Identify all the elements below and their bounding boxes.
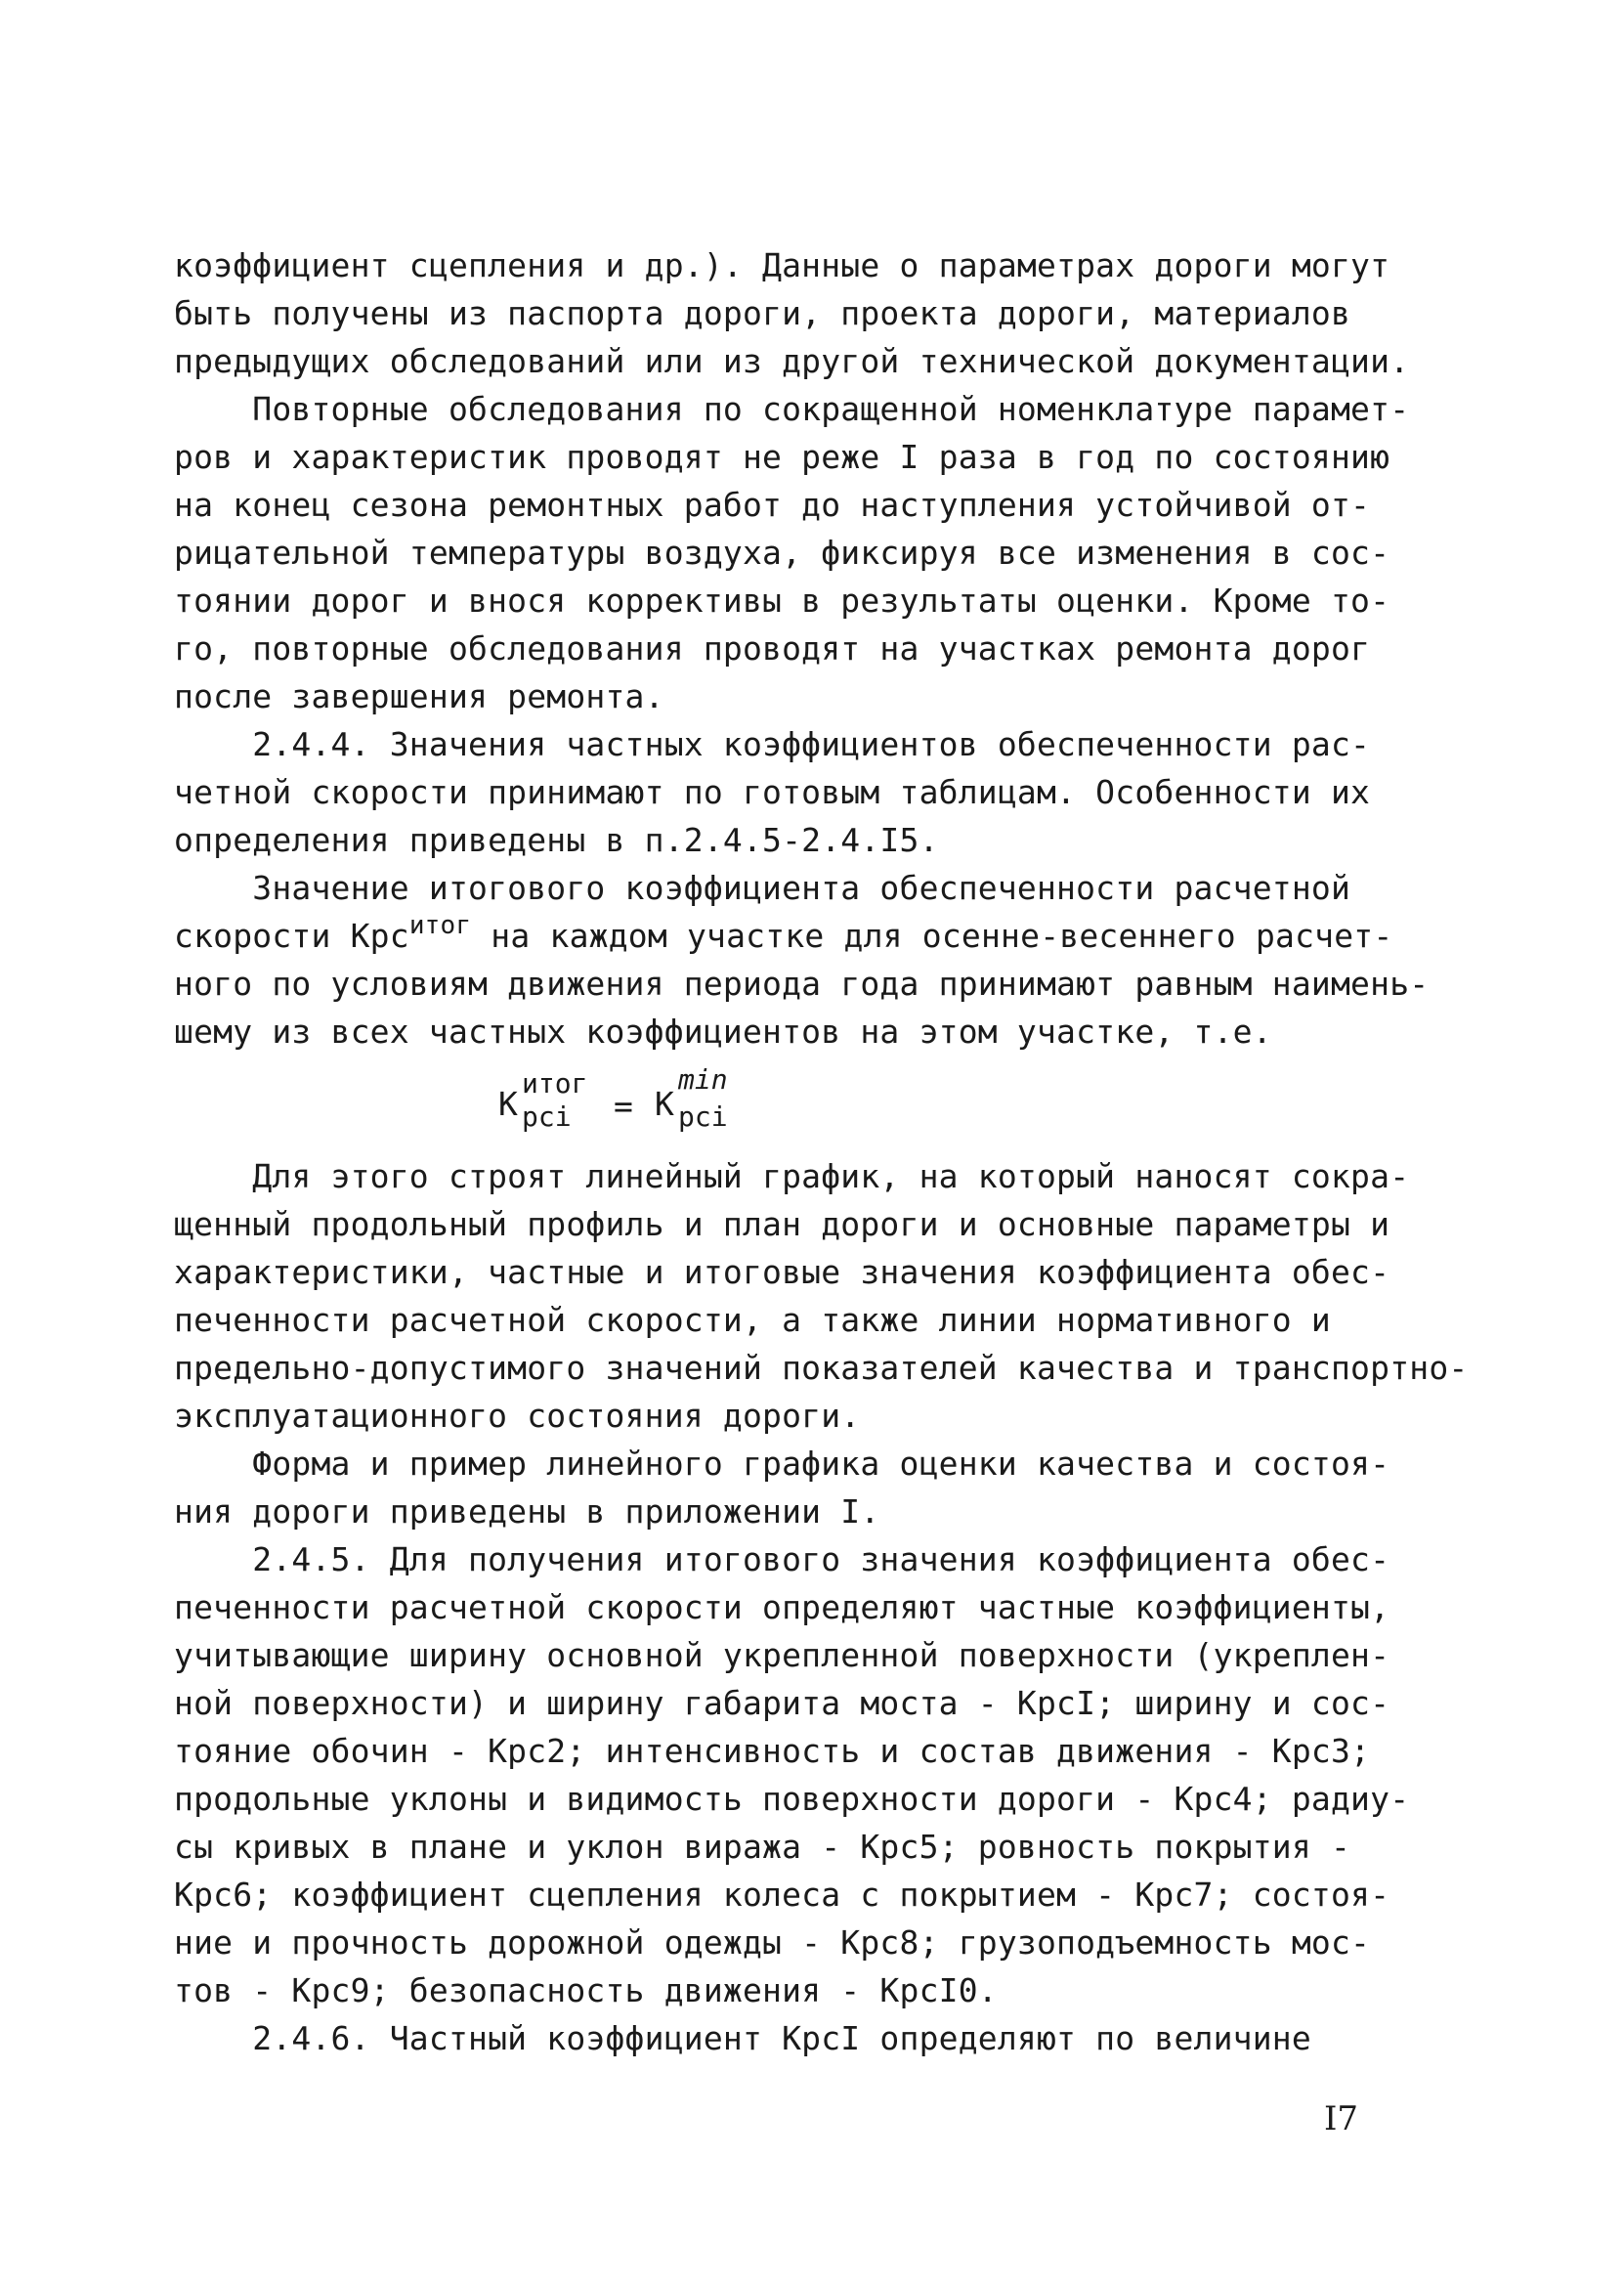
text-line: учитывающие ширину основной укрепленной поверхности (укреплен- <box>174 1636 1390 1674</box>
formula-right-sub: рсi <box>678 1100 728 1133</box>
text-line: ного по условиям движения периода года принимают равным наимень- <box>174 965 1430 1003</box>
text-line: на конец сезона ремонтных работ до наступления устойчивой от- <box>174 486 1371 524</box>
text-line: Для этого строят линейный график, на который наносят сокра- <box>174 1157 1410 1195</box>
text-line: ния дороги приведены в приложении I. <box>174 1492 880 1531</box>
text-line: Крс6; коэффициент сцепления колеса с покрытием - Крс7; состоя- <box>174 1876 1390 1914</box>
formula-min-coefficient <box>498 1063 791 1145</box>
text-line: Повторные обследования по сокращенной номенклатуре парамет- <box>174 390 1410 428</box>
text-line: щенный продольный профиль и план дороги и основные параметры и <box>174 1205 1390 1243</box>
text-line: ной поверхности) и ширину габарита моста - КрсI; ширину и сос- <box>174 1684 1390 1722</box>
kp-rest: на каждом участке для осенне-весеннего расчет- <box>471 917 1393 955</box>
text-line: эксплуатационного состояния дороги. <box>174 1397 861 1435</box>
kp-superscript: итог <box>408 911 472 940</box>
text-line: тов - Крс9; безопасность движения - КрсI0. <box>174 1971 998 2009</box>
page-number: I7 <box>1324 2099 1359 2138</box>
kp-prefix: скорости Крс <box>174 917 409 955</box>
text-line: печенности расчетной скорости определяют частные коэффициенты, <box>174 1588 1390 1626</box>
formula-left-sub: рсi <box>522 1100 572 1133</box>
text-line: определения приведены в п.2.4.5-2.4.I5. <box>174 821 939 859</box>
text-line: Форма и пример линейного графика оценки качества и состоя- <box>174 1445 1390 1483</box>
text-line: рицательной температуры воздуха, фиксируя все изменения в сос- <box>174 534 1390 572</box>
section-2-4-4-line: 2.4.4. Значения частных коэффициентов обеспеченности рас- <box>174 725 1371 763</box>
text-line: быть получены из паспорта дороги, проекта дороги, материалов <box>174 294 1351 332</box>
text-line: предельно-допустимого значений показателей качества и транспортно- <box>174 1349 1469 1387</box>
text-line: сы кривых в плане и уклон виража - Крс5; ровность покрытия - <box>174 1828 1351 1866</box>
text-line: Значение итогового коэффициента обеспеченности расчетной <box>174 869 1351 907</box>
text-line: тоянии дорог и внося коррективы в результаты оценки. Кроме то- <box>174 582 1390 620</box>
text-line: четной скорости принимают по готовым таблицам. Особенности их <box>174 773 1371 811</box>
text-line: коэффициент сцепления и др.). Данные о параметрах дороги могут <box>174 246 1390 284</box>
formula-left-sup: итог <box>522 1067 588 1100</box>
text-line-kp <box>174 911 1393 959</box>
section-2-4-6-line: 2.4.6. Частный коэффициент КрсI определяют по величине <box>174 2019 1311 2057</box>
text-line: го, повторные обследования проводят на участках ремонта дорог <box>174 629 1371 668</box>
formula-left-base: К <box>498 1085 518 1123</box>
text-line: ние и прочность дорожной одежды - Крс8; грузоподъемность мос- <box>174 1923 1371 1962</box>
text-line: шему из всех частных коэффициентов на этом участке, т.е. <box>174 1013 1272 1051</box>
formula-right-sup: min <box>678 1063 728 1096</box>
section-2-4-5-line: 2.4.5. Для получения итогового значения коэффициента обес- <box>174 1540 1390 1578</box>
text-line: тояние обочин - Крс2; интенсивность и состав движения - Крс3; <box>174 1732 1371 1770</box>
text-line: характеристики, частные и итоговые значения коэффициента обес- <box>174 1253 1390 1291</box>
formula-right-base: К <box>655 1085 674 1123</box>
text-line: печенности расчетной скорости, а также линии нормативного и <box>174 1301 1331 1339</box>
formula-equals: = <box>614 1087 633 1125</box>
text-line: предыдущих обследований или из другой технической документации. <box>174 342 1410 380</box>
text-line: после завершения ремонта. <box>174 677 664 715</box>
text-line: продольные уклоны и видимость поверхности дороги - Крс4; радиу- <box>174 1780 1410 1818</box>
text-line: ров и характеристик проводят не реже I раза в год по состоянию <box>174 438 1390 476</box>
